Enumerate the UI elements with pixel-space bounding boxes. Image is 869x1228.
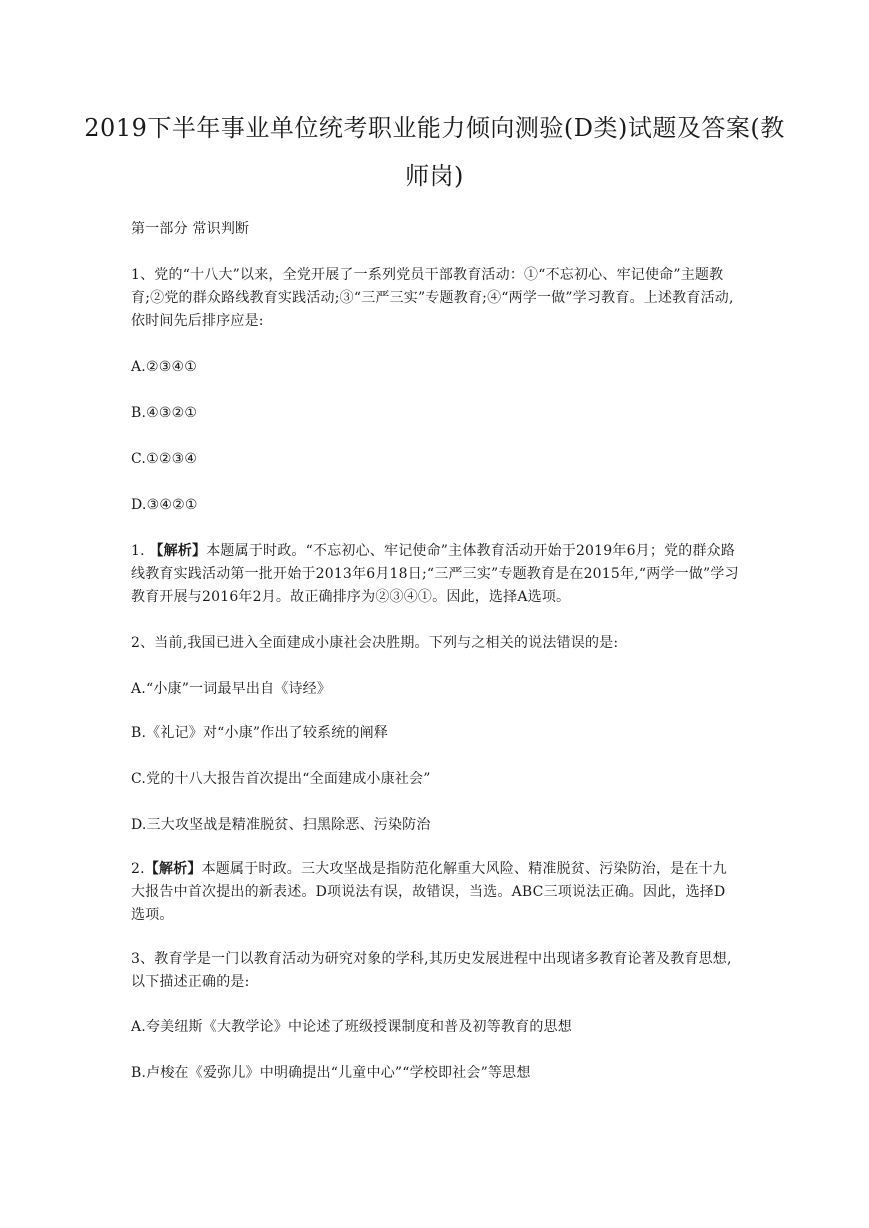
question-2-option-d: D.三大攻坚战是精准脱贫、扫黑除恶、污染防治 — [131, 817, 431, 833]
question-3-option-b: B.卢梭在《爱弥儿》中明确提出“儿童中心”“学校即社会”等思想 — [131, 1065, 531, 1081]
question-1-option-c: C.①②③④ — [131, 451, 198, 467]
question-3-stem: 3、教育学是一门以教育活动为研究对象的学科,其历史发展进程中出现诸多教育论著及教育思想,以下描述正确的是: — [131, 951, 732, 990]
document-title: 2019下半年事业单位统考职业能力倾向测验(D类)试题及答案(教师岗) — [84, 114, 785, 190]
question-1-option-b: B.④③②① — [131, 405, 198, 421]
question-2-option-c: C.党的十八大报告首次提出“全面建成小康社会” — [131, 771, 431, 787]
section-heading: 第一部分 常识判断 — [131, 221, 250, 237]
question-2-option-a: A.“小康”一词最早出自《诗经》 — [131, 681, 332, 697]
question-1-analysis — [131, 540, 739, 609]
question-1-stem: 1、党的“十八大”以来，全党开展了一系列党员干部教育活动：①“不忘初心、牢记使命”主题教育;②党的群众路线教育实践活动;③“三严三实”专题教育;④“两学一做”学习教育。上述教育活动,依时间先后排序应是: — [131, 267, 734, 329]
analysis-text: 本题属于时政。“不忘初心、牢记使命”主体教育活动开始于2019年6月；党的群众路线教育实践活动第一批开始于2013年6月18日;“三严三实”专题教育是在2015年,“两学一做”学习教育开展与2016年2月。故正确排序为②③④①。因此，选择A选项。 — [131, 543, 739, 605]
analysis-text: 本题属于时政。三大攻坚战是指防范化解重大风险、精准脱贫、污染防治，是在十九大报告中首次提出的新表述。D项说法有误，故错误，当选。ABC三项说法正确。因此，选择D选项。 — [131, 861, 727, 923]
question-1-option-a: A.②③④① — [131, 359, 197, 375]
analysis-tag: 【解析】 — [144, 861, 202, 877]
question-1-option-d: D.③④②① — [131, 497, 198, 513]
question-3-option-a: A.夸美纽斯《大教学论》中论述了班级授课制度和普及初等教育的思想 — [131, 1019, 572, 1035]
question-2-analysis — [131, 858, 739, 927]
question-2-stem: 2、当前,我国已进入全面建成小康社会决胜期。下列与之相关的说法错误的是: — [131, 635, 619, 651]
analysis-number: 2. — [131, 861, 145, 877]
analysis-tag: 【解析】 — [149, 543, 207, 559]
question-2-option-b: B.《礼记》对“小康”作出了较系统的阐释 — [131, 725, 389, 741]
analysis-number: 1. — [131, 543, 150, 559]
